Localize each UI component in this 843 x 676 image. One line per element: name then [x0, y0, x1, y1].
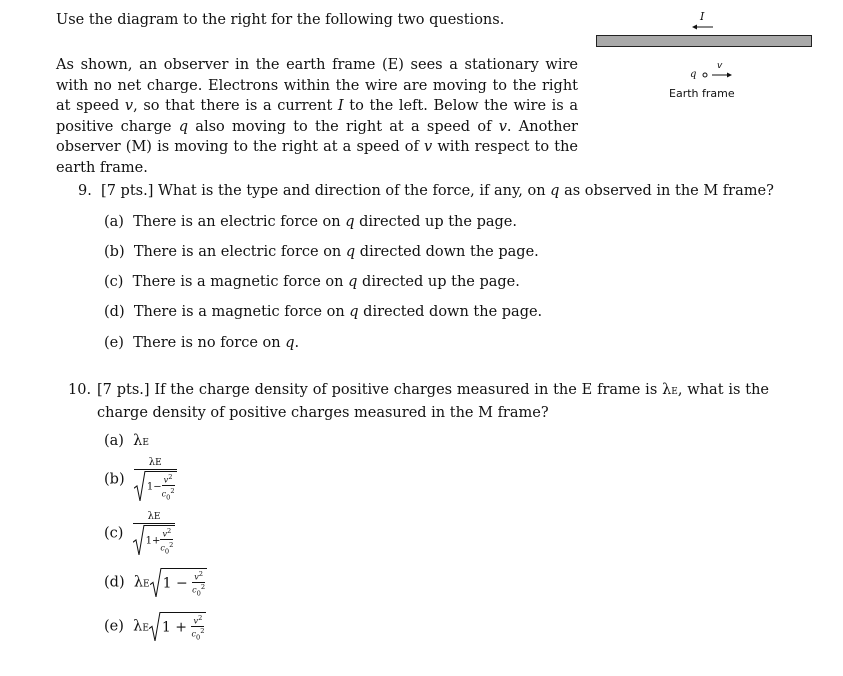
q9-option-c: (c) There is a magnetic force on q directed up the page. [104, 274, 520, 290]
intro-text: Use the diagram to the right for the following two questions. [56, 12, 505, 28]
q10-option-a: (a) λE [104, 433, 149, 449]
current-label: I [700, 10, 705, 23]
q10-option-d: (d) λE 1 − $\frac{v^2}{c_0^2}$ [104, 570, 206, 597]
question-9: 9. [7 pts.] What is the type and direction of the force, if any, on q as observed in the M frame? [78, 183, 774, 199]
q9-option-a: (a) There is an electric force on q directed up the page. [104, 214, 517, 230]
q10-number: 10. [68, 382, 92, 398]
current-arrow-icon [692, 23, 714, 31]
velocity-label: v [717, 61, 723, 71]
wire [596, 35, 812, 47]
q10-text: [7 pts.] If the charge density of positive charges measured in the E frame is λE, what is the charge density of positive charges measured in the M frame? [97, 382, 769, 421]
wire-diagram [596, 10, 812, 110]
charge-label: q [690, 69, 697, 80]
q10-option-c: (c) λE 1+ $\frac{v^2}{c_0^2}$ [104, 511, 174, 555]
problem-paragraph: As shown, an observer in the earth frame (E) sees a stationary wire with no net charge. Electrons within the wire are moving to the right at speed v, so that there is a current I to the left. Below the wire is a positive charge q also moving to the right at a speed of v. Another observer (M) is moving to the right at a speed of v with respect to the earth frame. [56, 57, 579, 176]
frame-label: Earth frame [669, 87, 735, 100]
q9-option-e: (e) There is no force on q. [104, 335, 300, 351]
charge-dot-icon [702, 72, 708, 78]
q9-option-d: (d) There is a magnetic force on q directed down the page. [104, 304, 543, 320]
q10-option-b: (b) λE 1− $\frac{v^2}{c_0^2}$ [104, 457, 175, 501]
q10-b-formula: λE 1− $\frac{v^2}{c_0^2}$ [134, 458, 177, 501]
velocity-arrow-icon [712, 71, 732, 79]
q10-c-formula: λE 1+ $\frac{v^2}{c_0^2}$ [133, 512, 176, 555]
q9-option-b: (b) There is an electric force on q directed down the page. [104, 244, 539, 260]
q10-option-e: (e) λE 1 + $\frac{v^2}{c_0^2}$ [104, 614, 205, 641]
